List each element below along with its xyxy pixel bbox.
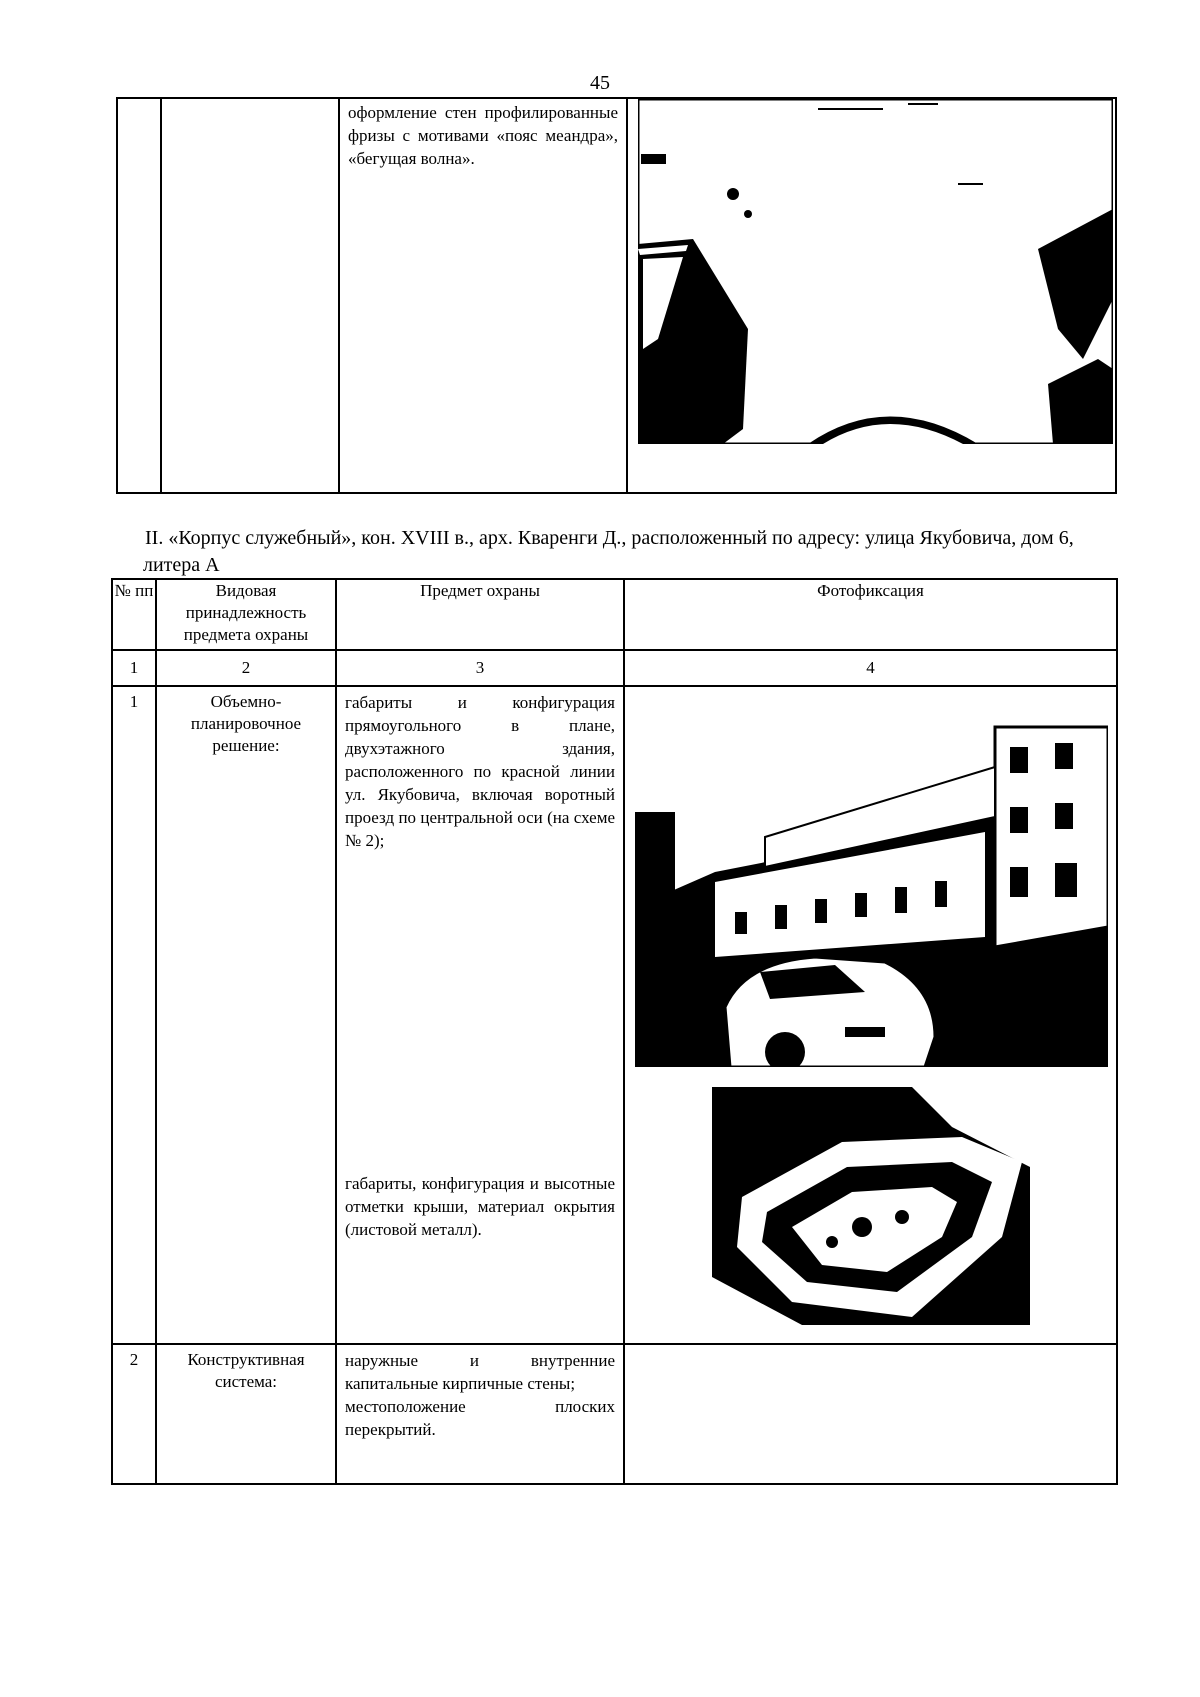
colnum-2: 2: [156, 650, 336, 686]
colnum-3: 3: [336, 650, 624, 686]
cell-photo: [627, 98, 1116, 493]
row-subject: [336, 1344, 624, 1484]
vault-ceiling-photo: [638, 99, 1113, 444]
header-num: № пп: [112, 579, 156, 650]
header-photo: Фотофиксация: [624, 579, 1117, 650]
row-photo-empty: [624, 1344, 1117, 1484]
cell-empty-type: [161, 98, 339, 493]
row-type: Объемно-планировочное решение:: [156, 686, 336, 1344]
wall-decoration-text: оформление стен профилированные фризы с мотивами «пояс меандра», «бегущая волна».: [348, 103, 618, 168]
table-row: [112, 686, 1117, 1344]
colnum-4: 4: [624, 650, 1117, 686]
continuation-table: [116, 97, 1117, 494]
column-number-row: [112, 650, 1117, 686]
subject-text-1: габариты и конфигурация прямоугольного в плане, двухэтажного здания, расположенного по красной линии ул. Якубовича, включая воротный проезд по центральной оси (на схеме № 2);: [345, 693, 615, 850]
row-num: 1: [112, 686, 156, 1344]
page-number: 45: [590, 72, 610, 94]
subject-text-2: габариты, конфигурация и высотные отметки крыши, материал окрытия (листовой металл).: [345, 1174, 615, 1239]
row-subject: [336, 686, 624, 1344]
row-type: Конструктивная система:: [156, 1344, 336, 1484]
cell-empty-num: [117, 98, 161, 493]
cell-description: [339, 98, 627, 493]
roof-aerial-photo: [712, 1087, 1030, 1325]
subject-text-2: местоположение плоских перекрытий.: [345, 1397, 615, 1439]
table-row: [112, 1344, 1117, 1484]
row-photos: [624, 686, 1117, 1344]
street-facade-photo: [635, 707, 1108, 1067]
header-row: [112, 579, 1117, 650]
header-subject: Предмет охраны: [336, 579, 624, 650]
protection-table: [111, 578, 1118, 1485]
subject-text-1: наружные и внутренние капитальные кирпичные стены;: [345, 1351, 615, 1393]
section-heading: II. «Корпус служебный», кон. XVIII в., арх. Кваренги Д., расположенный по адресу: улица Якубовича, дом 6, литера А: [143, 527, 1074, 576]
colnum-1: 1: [112, 650, 156, 686]
row-num: 2: [112, 1344, 156, 1484]
header-type: Видовая принадлежность предмета охраны: [156, 579, 336, 650]
